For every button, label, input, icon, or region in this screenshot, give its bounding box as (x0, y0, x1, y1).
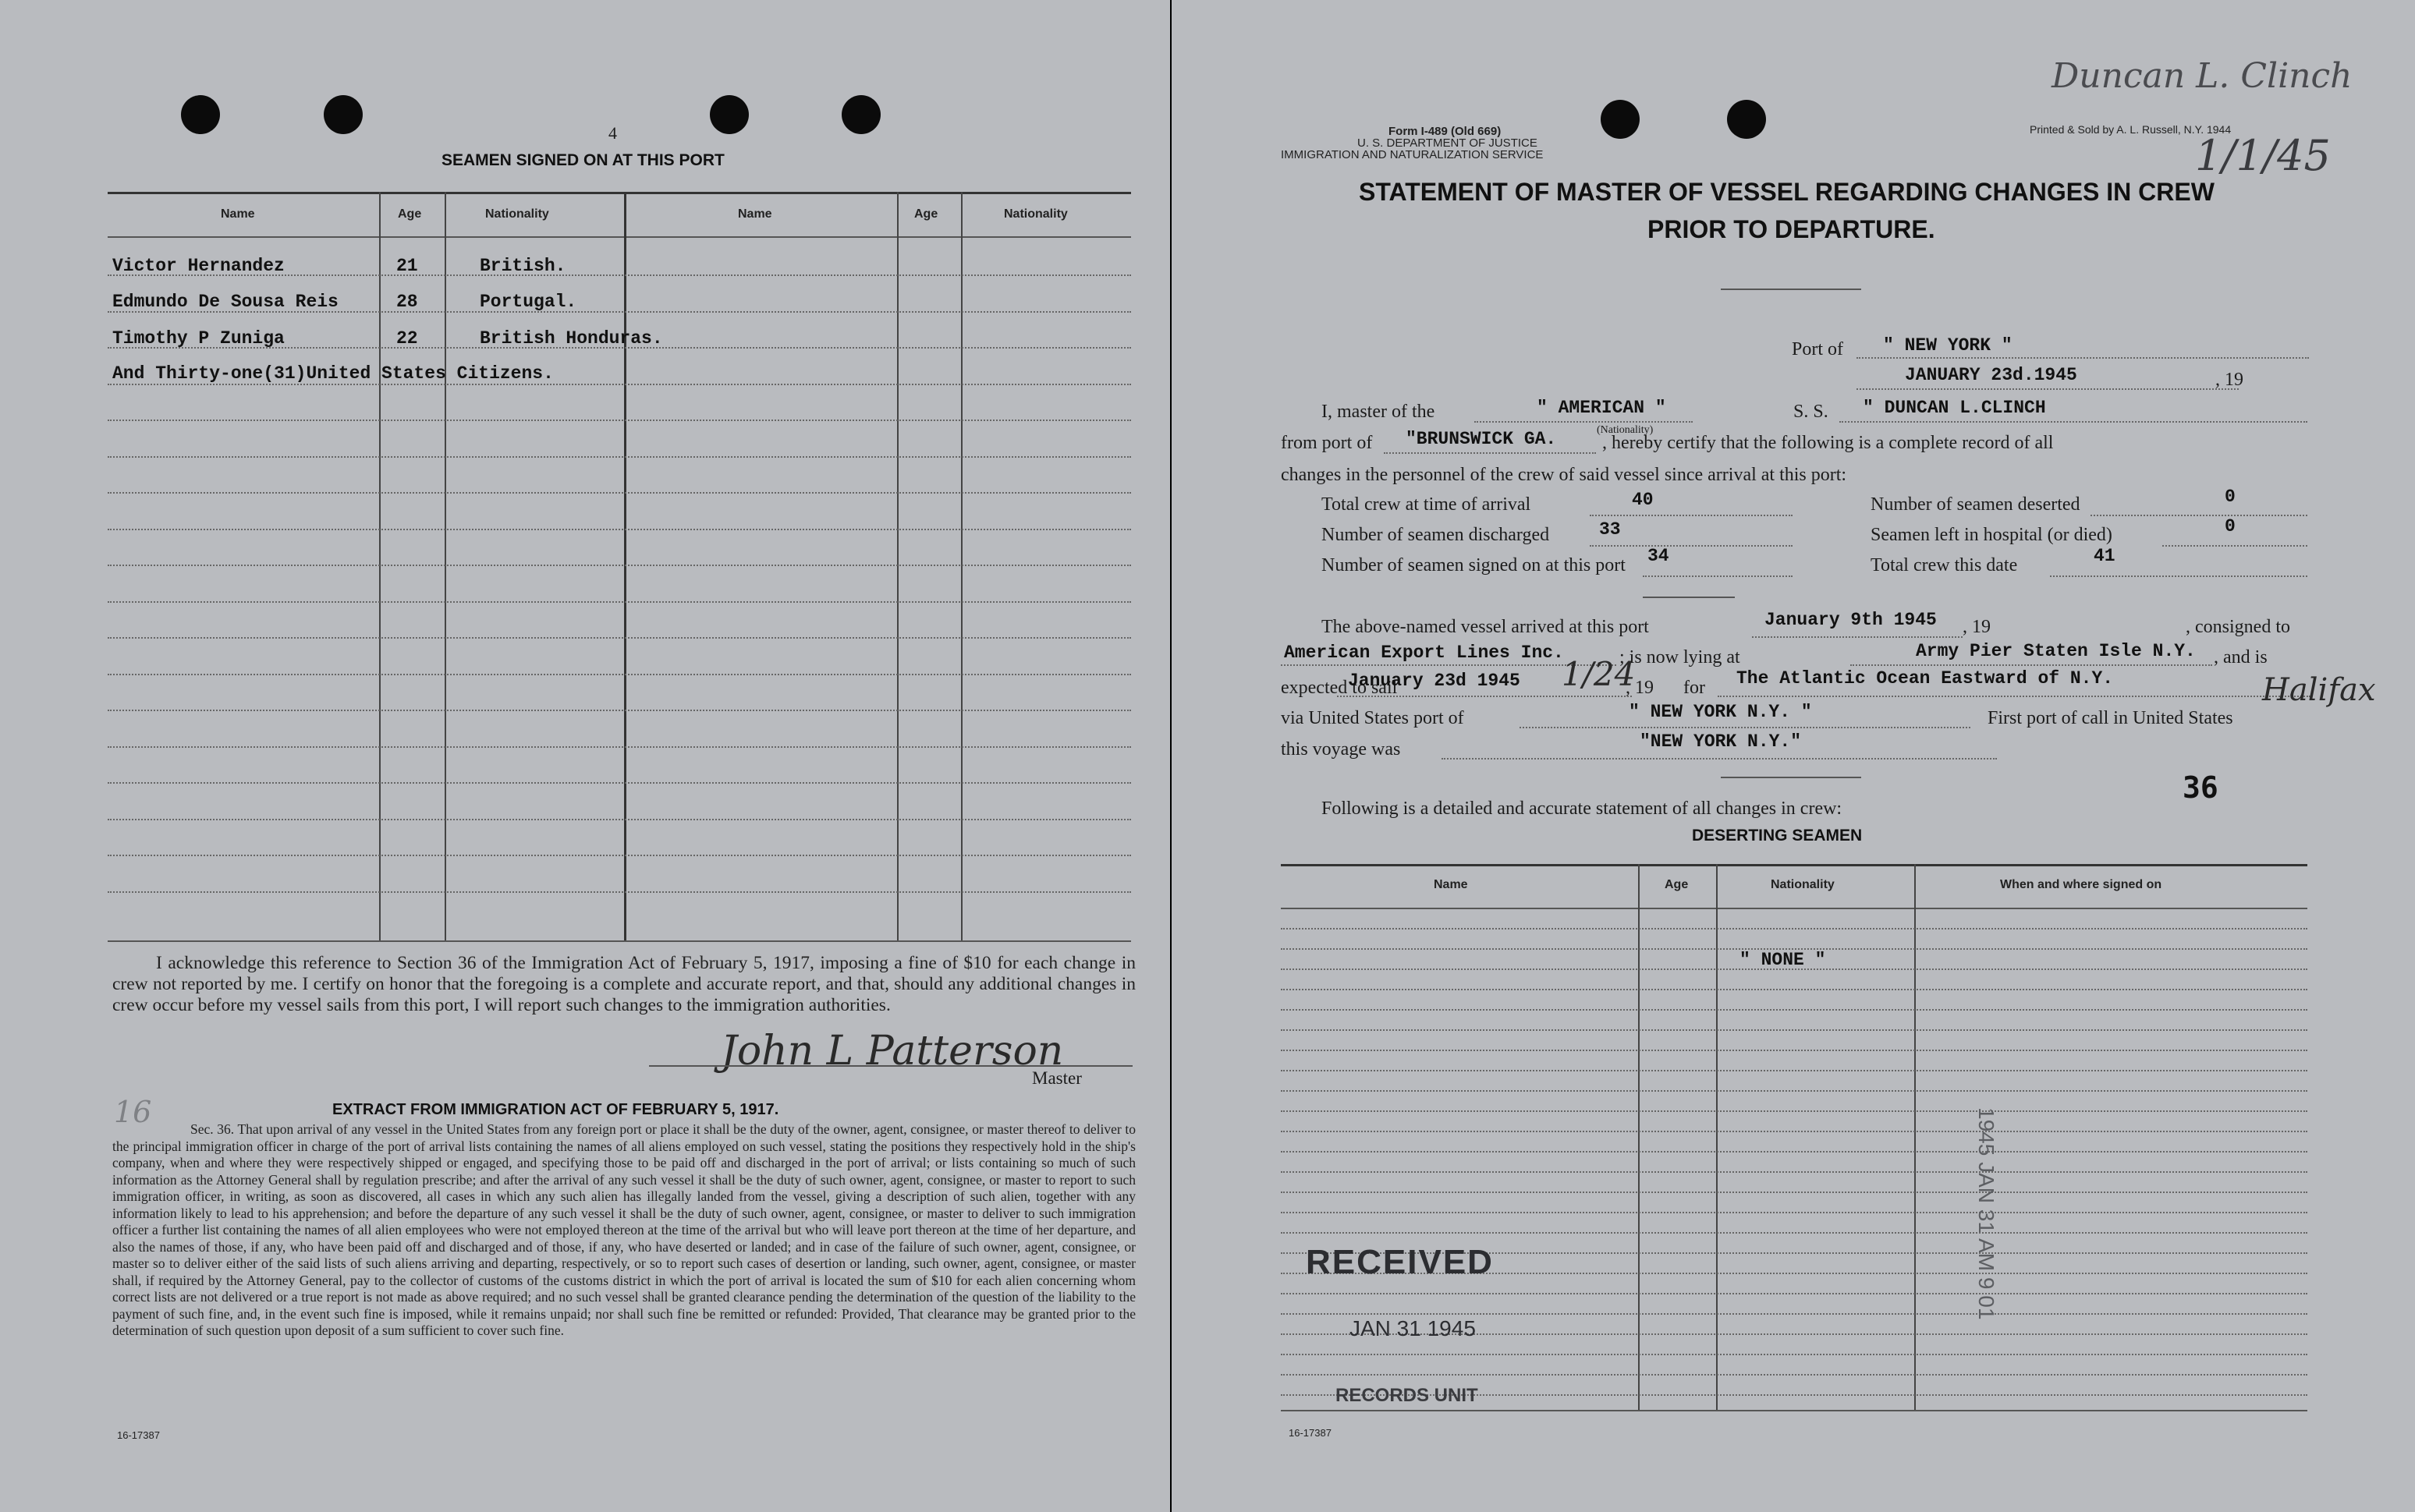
punch-hole (1727, 100, 1766, 139)
table-row-nationality: British Honduras. (480, 328, 663, 349)
table-row-age: 28 (396, 292, 418, 312)
row-rule (108, 456, 1131, 458)
signed-label: Number of seamen signed on at this port (1321, 555, 1626, 575)
deserted-label: Number of seamen deserted (1871, 494, 2080, 515)
received-date-stamp: JAN 31 1945 (1349, 1316, 1476, 1340)
fill-line (1337, 696, 1632, 697)
row-rule (108, 565, 1131, 566)
column-header: Nationality (1771, 878, 1835, 891)
col-divider (1914, 864, 1916, 1410)
document-title: STATEMENT OF MASTER OF VESSEL REGARDING CHANGES IN CREW (1359, 178, 2215, 206)
vessel-name: " DUNCAN L.CLINCH (1863, 398, 2046, 418)
fill-line (1856, 357, 2309, 359)
arrived-value: January 9th 1945 (1764, 610, 1937, 630)
row-rule (1281, 989, 2307, 990)
citizens-line: And Thirty-one(31)United States Citizens. (112, 363, 554, 384)
signed-value: 34 (1647, 546, 1669, 566)
row-rule (1281, 1171, 2307, 1173)
fill-line (1590, 515, 1793, 516)
table-row-age: 21 (396, 256, 418, 276)
row-rule (1281, 1070, 2307, 1071)
arrived-suffix: , 19 (1963, 617, 1991, 637)
column-header: Name (738, 207, 772, 221)
row-rule (1281, 1110, 2307, 1112)
discharged-value: 33 (1599, 519, 1621, 540)
table-row-nationality: Portugal. (480, 292, 577, 312)
extract-title: EXTRACT FROM IMMIGRATION ACT OF FEBRUARY 5, 1917. (332, 1101, 779, 1118)
hospital-value: 0 (2225, 516, 2236, 536)
lying-label: ; is now lying at (1619, 647, 1740, 667)
via-value: " NEW YORK N.Y. " (1629, 702, 1812, 722)
row-rule (1281, 1131, 2307, 1132)
fill-line (2162, 545, 2307, 547)
row-rule (108, 891, 1131, 893)
row-rule (108, 529, 1131, 530)
stamp-number: 36 (2183, 770, 2218, 805)
consignee: American Export Lines Inc. (1284, 643, 1564, 663)
handwritten-date: 1/1/45 (2195, 131, 2331, 180)
column-header: When and where signed on (2000, 878, 2162, 891)
fill-line (2050, 575, 2307, 577)
date-value: JANUARY 23d.1945 (1905, 365, 2077, 385)
col-divider (897, 192, 899, 940)
total-arrival-label: Total crew at time of arrival (1321, 494, 1531, 515)
table-row-name: Edmundo De Sousa Reis (112, 292, 339, 312)
destination-handwritten: Halifax (2262, 672, 2376, 708)
row-rule (1281, 1090, 2307, 1092)
row-rule (1281, 1313, 2307, 1315)
total-date-value: 41 (2094, 546, 2115, 566)
deserting-table-top (1281, 864, 2307, 866)
form-code: 16-17387 (117, 1429, 160, 1441)
deserting-header-rule (1281, 908, 2307, 909)
master-signature: John L Patterson (721, 1028, 1064, 1075)
col-divider (624, 192, 626, 940)
row-rule (108, 674, 1131, 675)
total-date-label: Total crew this date (1871, 555, 2018, 575)
punch-hole (181, 95, 220, 134)
consigned-label: , consigned to (2186, 617, 2290, 637)
col-divider (445, 192, 446, 940)
form-number: Form I-489 (Old 669) (1388, 125, 1502, 138)
department: U. S. DEPARTMENT OF JUSTICE (1357, 136, 1537, 150)
expected-value: January 23d 1945 (1348, 671, 1520, 691)
right-page (1172, 0, 2415, 1512)
fill-line (1643, 575, 1793, 577)
row-rule (108, 782, 1131, 784)
expected-label: expected to sail (1281, 678, 1398, 698)
and-is-label: , and is (2214, 647, 2268, 667)
table-row-name: Victor Hernandez (112, 256, 285, 276)
fill-line (2091, 515, 2307, 516)
row-rule (108, 492, 1131, 494)
row-rule (108, 746, 1131, 748)
deserting-title: DESERTING SEAMEN (1692, 827, 1863, 845)
fill-line (1850, 664, 2212, 666)
section-title: SEAMEN SIGNED ON AT THIS PORT (442, 151, 725, 169)
row-rule (108, 855, 1131, 856)
for-label: for (1683, 678, 1705, 698)
fill-line (1474, 421, 1693, 423)
total-arrival-value: 40 (1632, 490, 1654, 510)
lying-value: Army Pier Staten Isle N.Y. (1916, 641, 2196, 661)
column-header: Name (1434, 878, 1468, 891)
certify-text: , hereby certify that the following is a complete record of all (1602, 433, 2054, 453)
row-rule (1281, 1009, 2307, 1011)
received-stamp: RECEIVED (1306, 1243, 1494, 1281)
following-text: Following is a detailed and accurate statement of all changes in crew: (1321, 798, 1842, 819)
row-rule (1281, 1050, 2307, 1051)
year-suffix: , 19 (2215, 370, 2243, 390)
ss-label: S. S. (1793, 402, 1828, 422)
page-number: 4 (608, 123, 617, 143)
row-rule (108, 420, 1131, 421)
row-rule (1281, 928, 2307, 930)
hospital-label: Seamen left in hospital (or died) (1871, 525, 2112, 545)
voyage-rule (1721, 777, 1861, 778)
stats-rule (1643, 597, 1735, 598)
extract-text: Sec. 36. That upon arrival of any vessel in the United States from any foreign port or place it shall be the duty of the owner, agent, consignee, or master thereof to deliver to the principal immigration officer in charge of the port of arrival lists containing the names of all aliens employed on such vessel, stating the positions they respectively hold in the ship's company, when and where they were respectively shipped or engaged, and specifying those to be paid off and discharged in the port of arrival; or lists containing so much of such information as the Attorney General shall by regulation prescribe; and after the arrival of any such vessel it shall be the duty of such owner, agent, consignee, or master to report to such immigration officer, in writing, as soon as discovered, all cases in which any such alien has illegally landed from the vessel, giving a description of such alien, together with any information likely to lead to his apprehension; and before the departure of any such vessel it shall be the duty of such owner, agent, consignee, or master to deliver to such immigration officer a further list containing the names of all alien employees who were not employed thereon at the time of the arrival but who will leave port thereon at the time of her departure, and also the names of those, if any, who have been paid off and discharged and of those, if any, who have deserted or landed; and in case of the failure of such owner, agent, consignee, or master so to deliver either of the said lists of such aliens arriving and departing, respectively, or so to report such cases of desertion or landing, such owner, agent, consignee, or master shall, if required by the Attorney General, pay to the collector of customs of the customs district in which the port of arrival is located the sum of $10 for each alien concerning whom correct lists are not delivered or a true report is not made as above required; and no such vessel shall be granted clearance pending the determination of the question of the liability to the payment of such fine, and, in the event such fine is imposed, while it remains unpaid; nor shall such fine be remitted or refunded: Provided, That clearance may be granted prior to the determination of such question upon deposit of a sum sufficient to cover such fine. (112, 1121, 1136, 1338)
changes-text: changes in the personnel of the crew of said vessel since arrival at this port: (1281, 465, 1847, 485)
deserting-none: " NONE " (1739, 950, 1826, 970)
punch-hole (1601, 100, 1640, 139)
table-row-nationality: British. (480, 256, 566, 276)
master-of-label: I, master of the (1321, 402, 1435, 422)
title-rule (1721, 289, 1861, 290)
row-rule (108, 710, 1131, 711)
table-row-name: Timothy P Zuniga (112, 328, 285, 349)
row-rule (1281, 1354, 2307, 1355)
this-voyage-label: this voyage was (1281, 739, 1401, 760)
rotated-date-stamp: 1945 JAN 31 AM 9 01 (1974, 1107, 1998, 1320)
column-header: Age (398, 207, 422, 221)
fill-line (1520, 727, 1970, 728)
col-divider (1638, 864, 1640, 1410)
fill-line (1839, 421, 2307, 423)
row-rule (1281, 1374, 2307, 1376)
fill-line (1442, 758, 1997, 760)
arrived-label: The above-named vessel arrived at this port (1321, 617, 1649, 637)
master-label: Master (1032, 1068, 1082, 1088)
port-label: Port of (1792, 339, 1843, 359)
col-divider (379, 192, 381, 940)
service: IMMIGRATION AND NATURALIZATION SERVICE (1281, 148, 1544, 161)
form-code: 16-17387 (1289, 1427, 1332, 1439)
expected-suffix: , 19 (1626, 678, 1654, 698)
table-header-rule (108, 236, 1131, 238)
punch-hole (842, 95, 881, 134)
punch-hole (324, 95, 363, 134)
row-rule (108, 819, 1131, 820)
row-rule (108, 601, 1131, 603)
fill-line (1590, 545, 1793, 547)
row-rule (1281, 1029, 2307, 1031)
left-page (0, 0, 1170, 1512)
first-port-label: First port of call in United States (1988, 708, 2233, 728)
document-subtitle: PRIOR TO DEPARTURE. (1647, 215, 1935, 243)
from-port-label: from port of (1281, 433, 1373, 453)
from-port-value: "BRUNSWICK GA. (1406, 429, 1557, 449)
row-rule (1281, 1151, 2307, 1153)
printer-credit: Printed & Sold by A. L. Russell, N.Y. 1944 (2030, 123, 2232, 136)
table-row-age: 22 (396, 328, 418, 349)
port-value: " NEW YORK " (1883, 335, 2013, 356)
row-rule (1281, 1293, 2307, 1294)
column-header: Nationality (485, 207, 549, 221)
column-header: Name (221, 207, 255, 221)
col-divider (1716, 864, 1718, 1410)
records-unit-stamp: RECORDS UNIT (1335, 1385, 1478, 1406)
first-port-value: "NEW YORK N.Y." (1640, 731, 1802, 752)
nationality-label: (Nationality) (1597, 424, 1654, 436)
row-rule (1281, 1212, 2307, 1213)
fill-line (1384, 452, 1596, 454)
discharged-label: Number of seamen discharged (1321, 525, 1550, 545)
margin-mark: 16 (114, 1095, 152, 1129)
row-rule (1281, 1192, 2307, 1193)
deserted-value: 0 (2225, 487, 2236, 507)
column-header: Nationality (1004, 207, 1068, 221)
column-header: Age (1665, 878, 1689, 891)
signature-line (649, 1065, 1133, 1067)
fill-line (1856, 388, 2239, 390)
row-rule (1281, 1232, 2307, 1234)
handwritten-vessel-name: Duncan L. Clinch (2052, 56, 2353, 96)
punch-hole (710, 95, 749, 134)
table-top-rule (108, 192, 1131, 194)
column-header: Age (914, 207, 938, 221)
table-bottom-rule (108, 940, 1131, 942)
fill-line (1752, 636, 1963, 638)
acknowledgment-text: I acknowledge this reference to Section 36 of the Immigration Act of February 5, 1917, imposing a fine of $10 for each change in crew not reported by me. I certify on honor that the foregoing is a complete and accurate report, and that, should any additional changes in crew occur before my vessel sails from this port, I will report such changes to the immigration authorities. (112, 953, 1136, 1015)
fill-line (1718, 696, 2310, 697)
deserting-table-bottom (1281, 1410, 2307, 1411)
col-divider (961, 192, 963, 940)
via-label: via United States port of (1281, 708, 1464, 728)
expected-handwritten: 1/24 (1562, 655, 1636, 693)
destination: The Atlantic Ocean Eastward of N.Y. (1736, 668, 2114, 689)
nationality-value: " AMERICAN " (1537, 398, 1666, 418)
row-rule (108, 637, 1131, 639)
